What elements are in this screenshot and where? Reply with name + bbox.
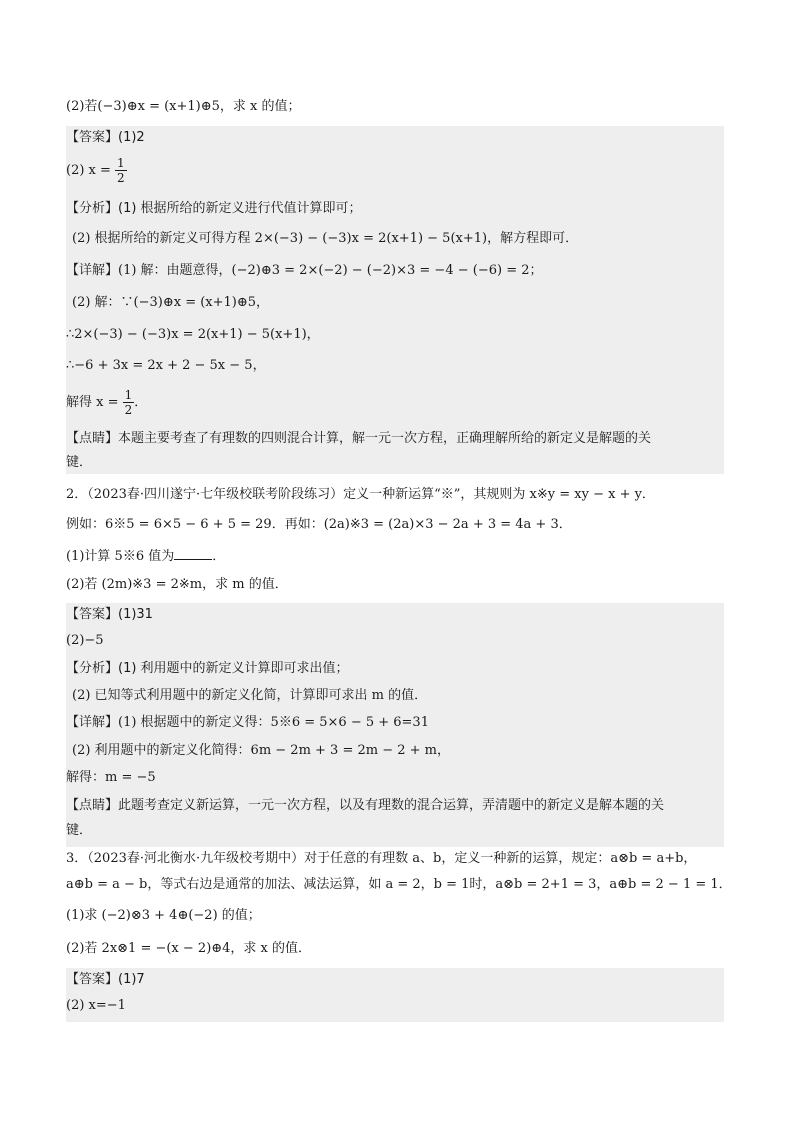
q3-title-2: a⊕b = a − b，等式右边是通常的加法、减法运算，如 a = 2，b = 1时，a⊗b = 2+1 = 3，a⊕b = 2 − 1 = 1． [66,877,732,892]
q2-detail-2: (2) 利用题中的新定义化简得：6m − 2m + 3 = 2m − 2 + m， [72,743,450,758]
q2-title: 2．（2023春·四川遂宁·七年级校联考阶段练习）定义一种新运算“※”，其规则为 x※y = xy − x + y． [66,487,655,502]
fraction-one-half: $\frac{1}{2}$ [117,156,125,185]
q3-part1: (1)求 (−2)⊗3 + 4⊕(−2) 的值； [66,908,261,923]
fraction-one-half: $\frac{1}{2}$ [124,388,133,417]
q2-part1: (1)计算 5※6 值为 ． [66,549,226,564]
q2-comment-1: 【点睛】此题考查定义新运算，一元一次方程，以及有理数的混合运算，弄清题中的新定义是解本题的关 [66,798,665,813]
q3-title-1: 3．（2023春·河北衡水·九年级校考期中）对于任意的有理数 a、b，定义一种新的运算，规定：a⊗b = a+b， [66,851,697,866]
q1-answer-part2: (2) x = $\frac{1}{2}$ [66,156,125,185]
q2-example: 例如：6※5 = 6×5 − 6 + 5 = 29．再如：(2a)※3 = (2a)×3 − 2a + 3 = 4a + 3． [66,517,572,532]
q2-detail-1: 【详解】(1) 根据题中的新定义得：5※6 = 5×6 − 5 + 6=31 [66,715,429,730]
q1-part2-question: (2)若(−3)⊕x = (x+1)⊕5，求 x 的值； [66,99,301,114]
q3-answer-2: (2) x=−1 [66,998,126,1013]
answer-blank[interactable] [174,547,212,560]
q1-detail-1: 【详解】(1) 解：由题意得，(−2)⊕3 = 2×(−2) − (−2)×3 = −4 − (−6) = 2； [66,263,543,278]
q2-analysis-1: 【分析】(1) 利用题中的新定义计算即可求出值； [66,661,349,676]
q3-part2: (2)若 2x⊗1 = −(x − 2)⊕4，求 x 的值． [66,941,312,956]
q1-comment-1: 【点睛】本题主要考查了有理数的四则混合计算，解一元一次方程，正确理解所给的新定义是解题的关 [66,431,652,446]
q2-part2: (2)若 (2m)※3 = 2※m，求 m 的值． [66,577,288,592]
q2-analysis-2: (2) 已知等式利用题中的新定义化简，计算即可求出 m 的值． [72,688,428,703]
q1-comment-2: 键． [66,455,93,470]
q2-detail-3: 解得：m = −5 [66,770,156,785]
q1-answer-label: 【答案】(1)2 [66,130,145,145]
q1-analysis-1: 【分析】(1) 根据所给的新定义进行代值计算即可； [66,201,362,216]
q1-detail-5: 解得 x = $\frac{1}{2}$ ． [66,388,148,417]
q2-answer-2: (2)−5 [66,633,104,648]
q1-analysis-2: (2) 根据所给的新定义可得方程 2×(−3) − (−3)x = 2(x+1) − 5(x+1)，解方程即可． [72,231,579,246]
q2-comment-2: 键． [66,823,93,838]
q3-answer-1: 【答案】(1)7 [66,972,145,987]
q2-answer-1: 【答案】(1)31 [66,607,153,622]
q1-detail-3: ∴2×(−3) − (−3)x = 2(x+1) − 5(x+1)， [66,327,320,342]
q1-detail-2: (2) 解：∵(−3)⊕x = (x+1)⊕5， [72,295,270,310]
q1-detail-4: ∴−6 + 3x = 2x + 2 − 5x − 5， [66,358,266,373]
